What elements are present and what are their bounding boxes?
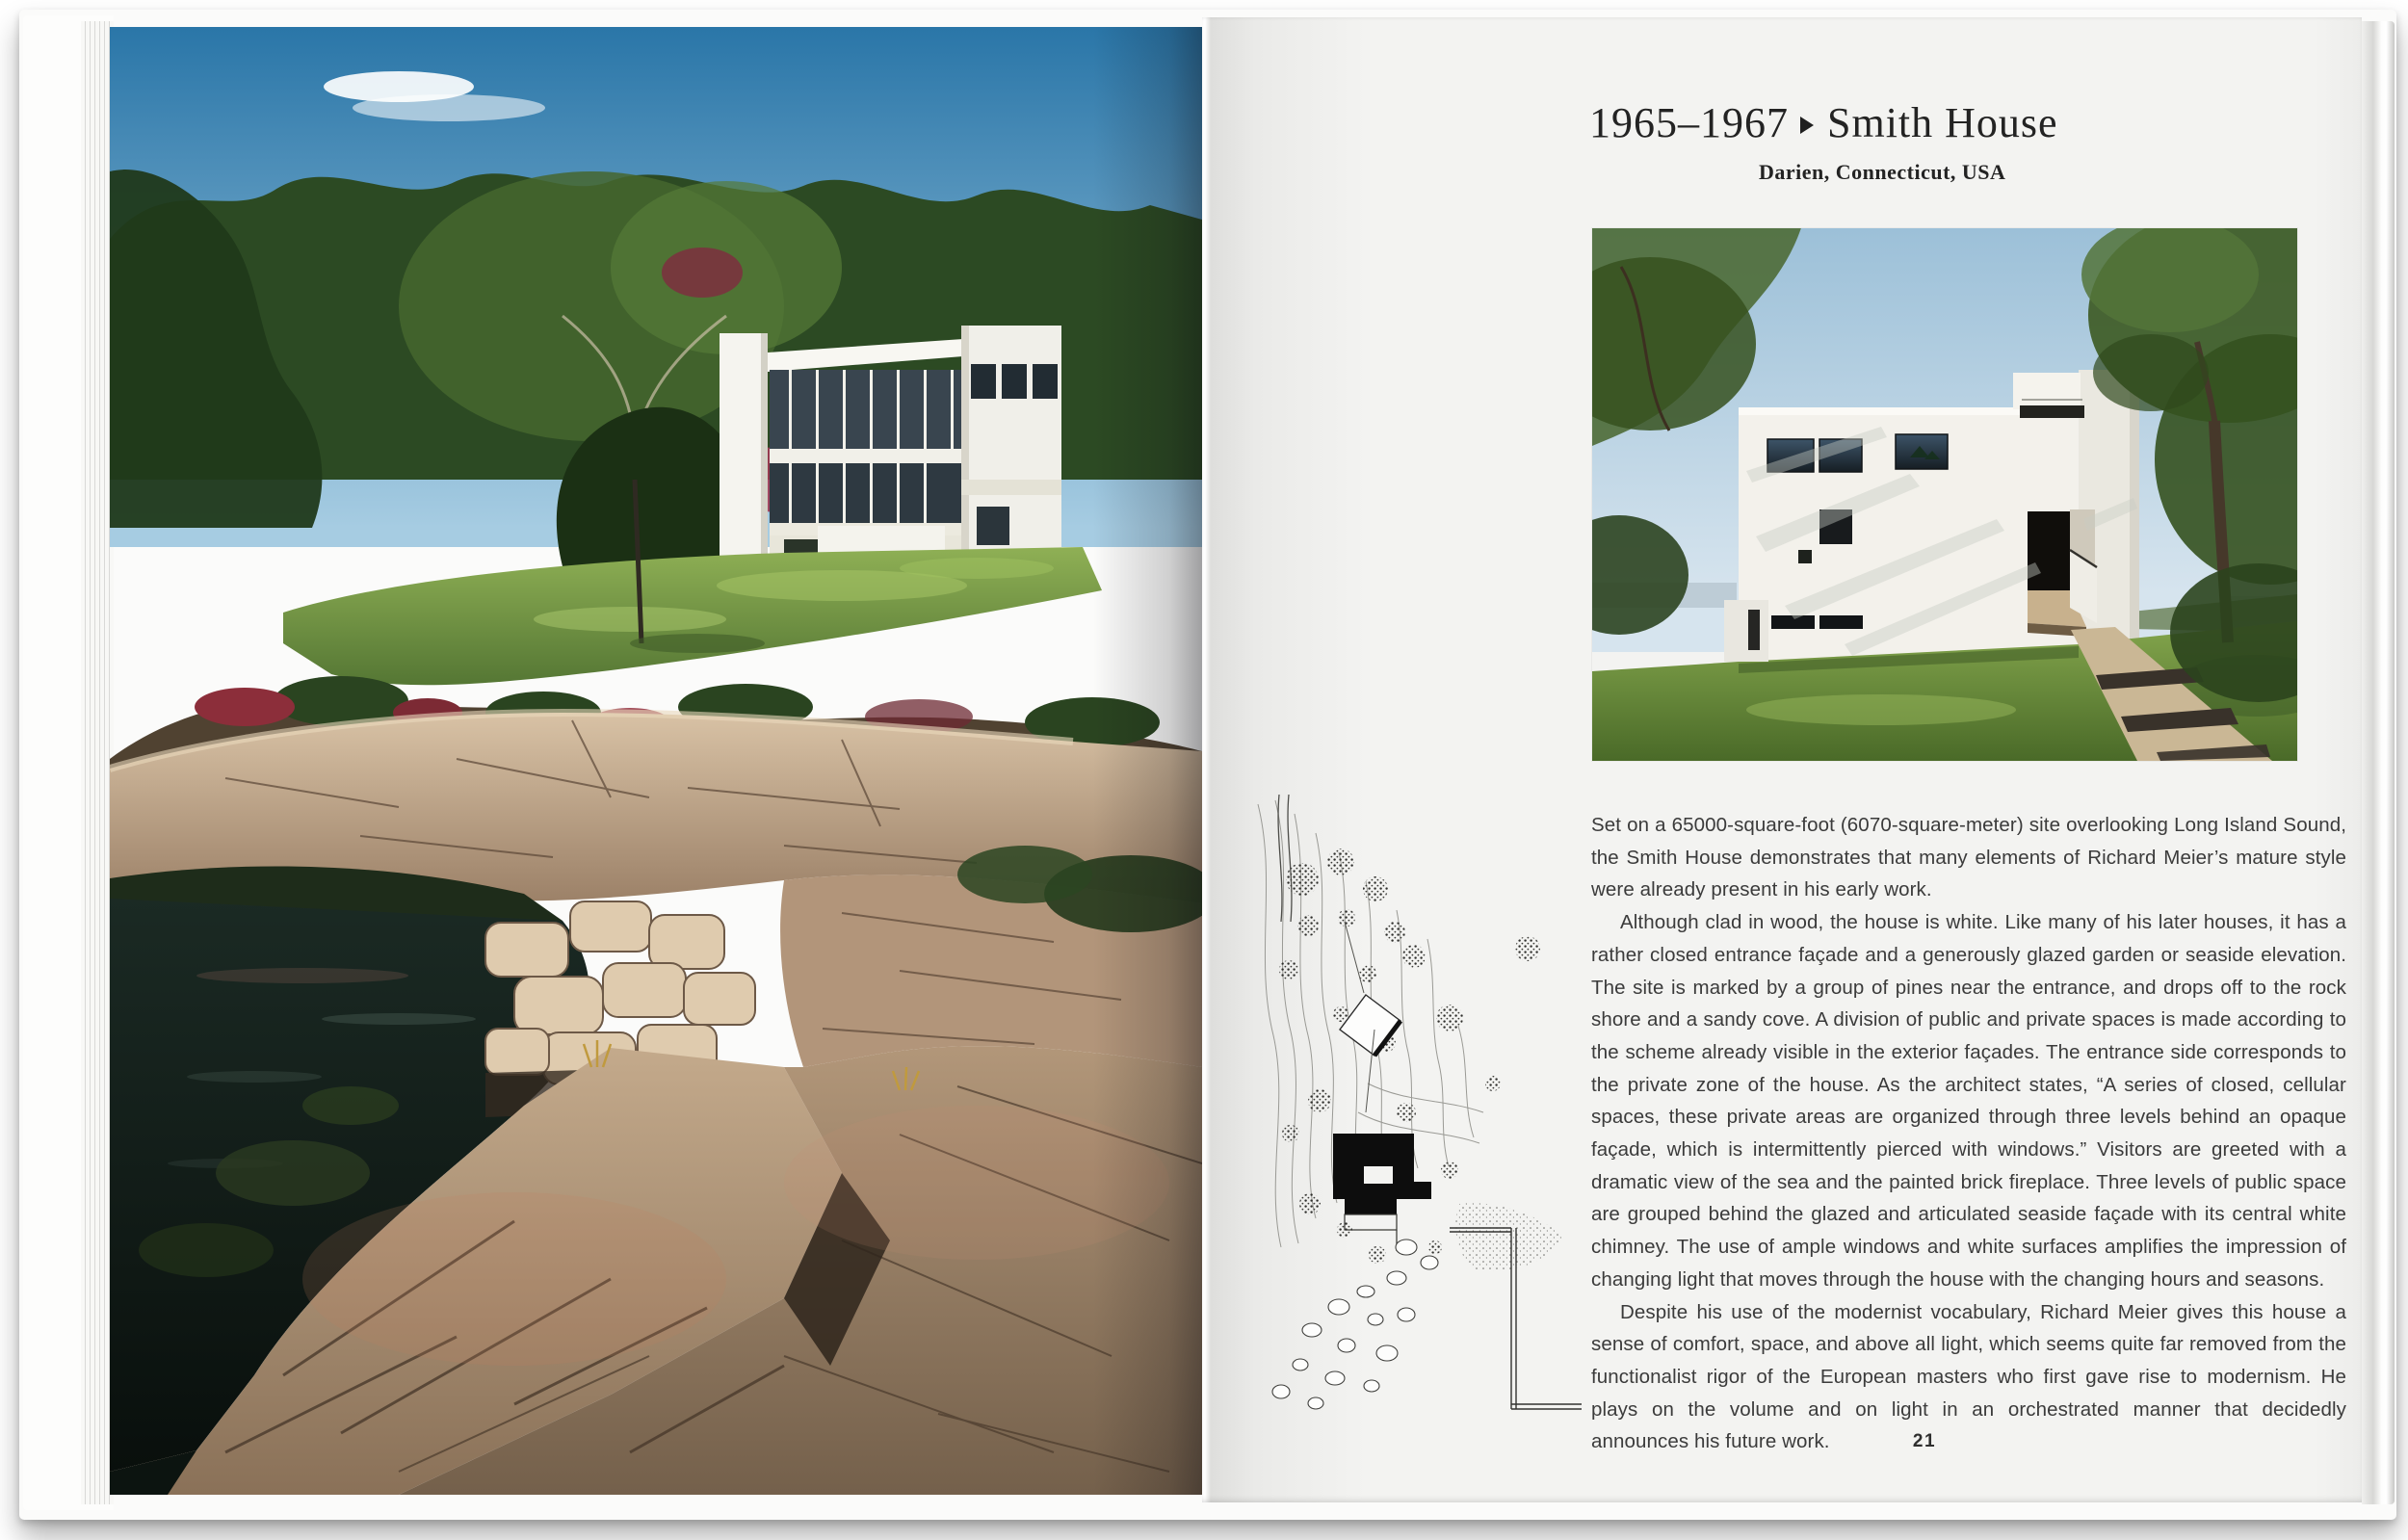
smith-house-facade xyxy=(1739,370,2139,667)
site-plan-drawing xyxy=(1252,795,1584,1425)
right-ledge xyxy=(780,846,1202,1067)
article-body xyxy=(1591,809,2346,1458)
house-chimney xyxy=(720,333,768,576)
paragraph-2: Although clad in wood, the house is white. Like many of his later houses, it has a rather closed entrance façade and a generously glazed garden or seaside elevation. The site is marked by a group of pines near the entrance, and drops off to the rock shore and a sandy cove. A division of public and private spaces is made according to the scheme already visible in the exterior façades. The entrance side corresponds to the private zone of the house. As the architect states, “A series of closed, cellular spaces, these private areas are organized through three levels behind an opaque façade, which is intermittently pierced with windows.” Visitors are greeted with a dramatic view of the sea and the painted brick fireplace. Three levels of public space are grouped behind the glazed and articulated seaside façade with its central white chimney. The use of ample windows and white surfaces amplifies the impression of changing light that moves through the house with the changing hours and seasons. xyxy=(1591,911,2346,1291)
page-edges-lines xyxy=(81,21,114,1504)
seaside-photo xyxy=(110,27,1202,1495)
house-glazing-upper xyxy=(770,370,962,451)
title-separator-icon xyxy=(1800,117,1814,134)
left-page-edge-stack xyxy=(23,15,114,1510)
basement-window xyxy=(1771,615,1815,629)
right-page-edge-stack xyxy=(2362,21,2395,1504)
left-page-photo xyxy=(110,27,1202,1495)
paragraph-3: Despite his use of the modernist vocabulary, Richard Meier gives this house a sense of comfort, space, and above all light, which seems quite far removed from the functionalist rigor of the European masters who first gave rise to modernism. He plays on the volume and on light in an orchestrated manner that decidedly announces his future work. xyxy=(1591,1300,2346,1453)
house-right-volume xyxy=(961,326,1061,561)
moss-patch xyxy=(216,1140,370,1206)
title-years: 1965–1967 xyxy=(1589,99,1789,146)
driveway xyxy=(1278,795,1292,922)
site-plan xyxy=(1252,795,1584,1425)
plan-trees xyxy=(1279,848,1540,1264)
right-page xyxy=(1202,17,2362,1502)
entrance-facade-photo xyxy=(1592,228,2297,761)
page-title xyxy=(1589,98,2058,147)
plan-deck-diamond xyxy=(1340,922,1400,1112)
plan-sand-stipple xyxy=(1455,1203,1562,1270)
roof-deck-slot xyxy=(2020,405,2084,418)
page-number: 21 xyxy=(1912,1431,1937,1451)
roof-parapet xyxy=(2013,373,2081,409)
house-glazing-lower xyxy=(770,463,962,525)
page-subtitle: Darien, Connecticut, USA xyxy=(1759,160,2006,184)
paragraph-1: Set on a 65000-square-foot (6070-square-meter) site overlooking Long Island Sound, the Smith House demonstrates that many elements of Richard Meier’s mature style were already present in his early work. xyxy=(1591,814,2346,901)
entrance-door xyxy=(2028,511,2070,590)
entrance-photo xyxy=(1592,228,2297,761)
plan-shore-stones xyxy=(1272,1240,1438,1409)
autumn-red-foliage xyxy=(662,248,743,298)
house-windows xyxy=(971,364,1058,399)
annex-wall xyxy=(1724,600,1768,662)
title-name: Smith House xyxy=(1827,99,2058,146)
